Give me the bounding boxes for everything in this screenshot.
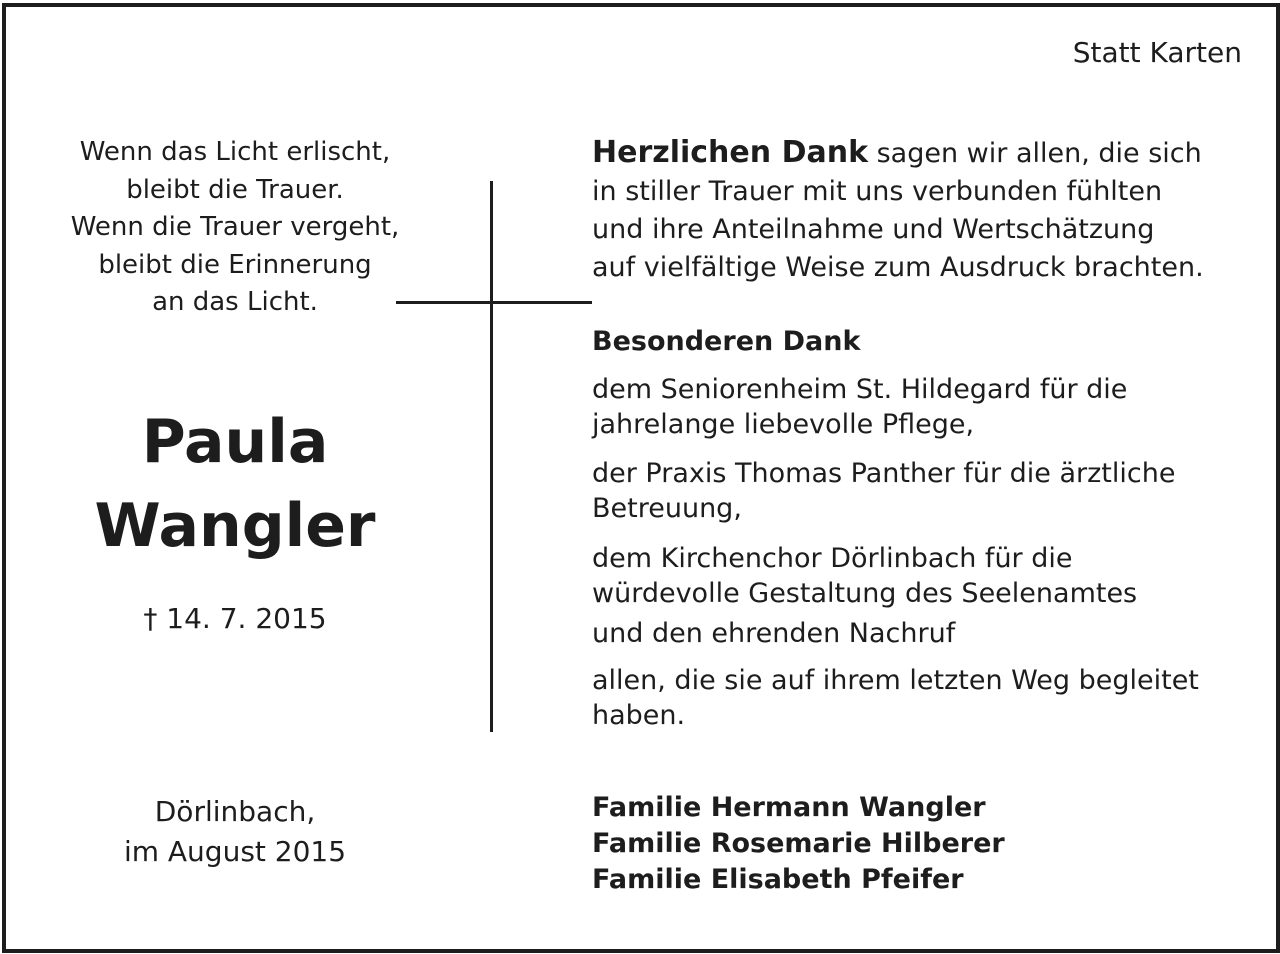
thanks-item-line: dem Seniorenheim St. Hildegard für die — [592, 374, 1128, 405]
family-signatures — [592, 790, 1005, 898]
verse-line: bleibt die Erinnerung — [98, 249, 372, 280]
thanks-intro-line — [592, 134, 1204, 173]
thanks-intro-line: und ihre Anteilnahme und Wertschätzung — [592, 214, 1155, 245]
thanks-item — [592, 456, 1175, 526]
thanks-item-line: Betreuung, — [592, 493, 742, 524]
family-name: Familie Elisabeth Pfeifer — [592, 864, 964, 895]
thanks-item-line: und den ehrenden Nachruf — [592, 618, 956, 649]
cross-vertical-bar — [490, 181, 493, 732]
first-name: Paula — [141, 407, 329, 477]
place-and-date — [40, 792, 430, 872]
death-date: † 14. 7. 2015 — [143, 602, 327, 635]
cross-horizontal-bar — [396, 301, 592, 304]
verse-line: Wenn das Licht erlischt, — [79, 137, 391, 167]
last-name: Wangler — [94, 491, 376, 561]
date: im August 2015 — [123, 835, 347, 868]
thanks-item-line: allen, die sie auf ihrem letzten Weg begleitet — [592, 665, 1199, 696]
thanks-item-line: haben. — [592, 700, 686, 731]
place: Dörlinbach, — [154, 795, 316, 828]
special-thanks-heading: Besonderen Dank — [592, 326, 861, 357]
verse — [40, 134, 430, 322]
thanks-intro-line: auf vielfältige Weise zum Ausdruck brachten. — [592, 252, 1204, 283]
thanks-item — [592, 663, 1199, 733]
thanks-item-line: jahrelange liebevolle Pflege, — [592, 409, 975, 440]
thanks-item-line: der Praxis Thomas Panther für die ärztliche — [592, 458, 1176, 489]
family-name: Familie Rosemarie Hilberer — [592, 828, 1005, 859]
verse-line: bleibt die Trauer. — [126, 174, 344, 205]
thanks-item-line: dem Kirchenchor Dörlinbach für die — [592, 543, 1073, 574]
statt-karten-label: Statt Karten — [1072, 36, 1242, 69]
thanks-intro — [592, 134, 1204, 287]
verse-line: an das Licht. — [152, 287, 318, 317]
thanks-item — [592, 616, 955, 651]
deceased-name — [40, 400, 430, 568]
thanks-item-line: würdevolle Gestaltung des Seelenamtes — [592, 578, 1138, 609]
thanks-intro-rest: sagen wir allen, die sich — [868, 138, 1202, 169]
family-name: Familie Hermann Wangler — [592, 792, 986, 823]
verse-line: Wenn die Trauer vergeht, — [70, 212, 400, 242]
thanks-item — [592, 541, 1137, 611]
thanks-item — [592, 372, 1127, 442]
thanks-intro-line: in stiller Trauer mit uns verbunden fühlten — [592, 176, 1163, 207]
thanks-heading: Herzlichen Dank — [592, 135, 869, 170]
